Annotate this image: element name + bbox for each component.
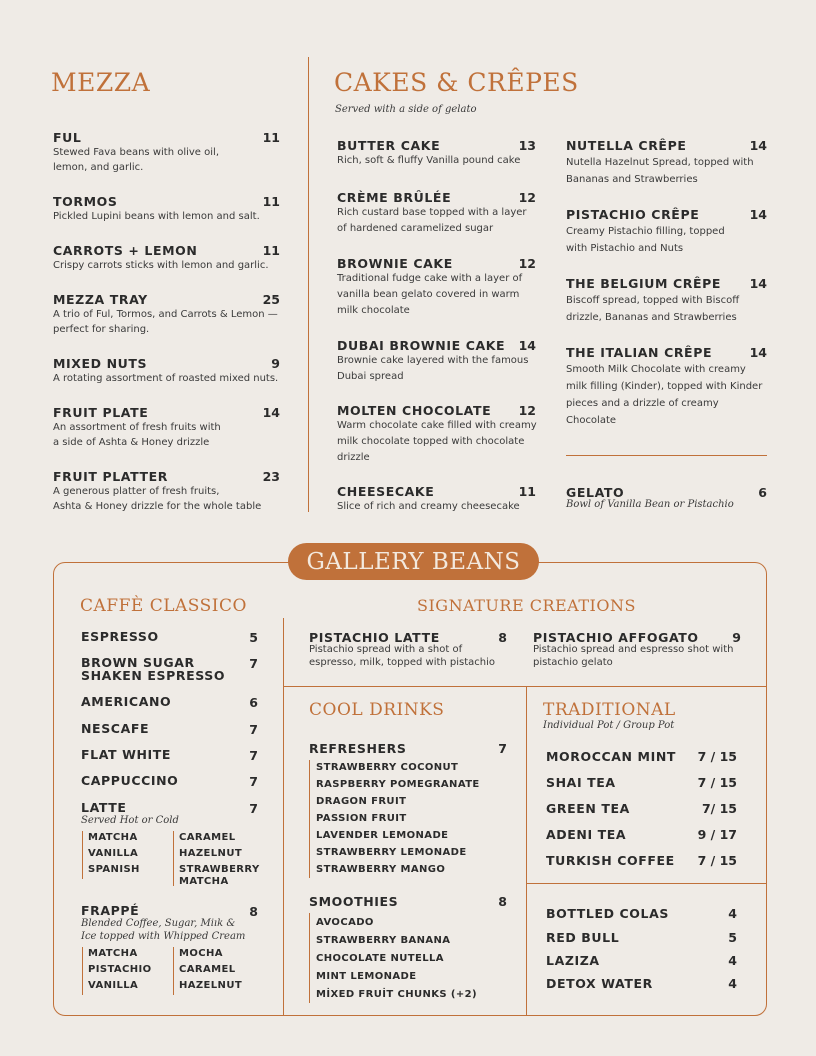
- item-price: 4: [728, 906, 737, 921]
- item-desc: Creamy Pistachio filling, topped: [566, 226, 725, 237]
- classico-item: [81, 630, 159, 643]
- item-name: THE ITALIAN CRÊPE: [566, 345, 713, 360]
- item-price: 7: [249, 748, 258, 763]
- traditional-item-name: MOROCCAN MINT: [546, 749, 677, 764]
- item-desc: Bowl of Vanilla Bean or Pistachio: [566, 499, 734, 510]
- latte-flavor: MATCHA: [88, 832, 138, 843]
- latte-flavor: STRAWBERRY: [179, 864, 260, 875]
- item-desc: milk filling (Kinder), topped with Kinder: [566, 381, 763, 392]
- item-price: 14: [749, 207, 767, 222]
- item-desc: Warm chocolate cake filled with creamy: [337, 420, 537, 431]
- item-desc: milk chocolate topped with chocolate: [337, 436, 525, 447]
- smoothies-name: SMOOTHIES: [309, 894, 399, 909]
- traditional-item-name: TURKISH COFFEE: [546, 853, 675, 868]
- refreshers-name: REFRESHERS: [309, 741, 407, 756]
- traditional-divider: [526, 883, 767, 884]
- item-name: FRAPPÉ: [81, 903, 140, 918]
- item-name: PISTACHIO CRÊPE: [566, 207, 700, 222]
- signature-item-name: PISTACHIO AFFOGATO: [533, 630, 699, 645]
- classico-item: [81, 748, 171, 761]
- item-name: ESPRESSO: [81, 629, 159, 644]
- item-desc: pieces and a drizzle of creamy: [566, 398, 719, 409]
- traditional-item-name: ADENI TEA: [546, 827, 627, 842]
- column-divider: [308, 57, 309, 512]
- item-price: 4: [728, 976, 737, 991]
- item-name: BUTTER CAKE: [337, 138, 441, 153]
- item-name: MOLTEN CHOCOLATE: [337, 403, 492, 418]
- item-price: 4: [728, 953, 737, 968]
- item-price: 12: [518, 403, 536, 418]
- item-desc: drizzle: [337, 452, 370, 463]
- item-desc: a side of Ashta & Honey drizzle: [53, 437, 210, 448]
- classico-item: [81, 774, 178, 787]
- item-price: 14: [749, 345, 767, 360]
- signature-title: SIGNATURE CREATIONS: [417, 596, 636, 615]
- smoothie-flavor: CHOCOLATE NUTELLA: [316, 953, 444, 964]
- item-price: 14: [749, 138, 767, 153]
- item-desc: Traditional fudge cake with a layer of: [337, 273, 523, 284]
- item-desc: Rich custard base topped with a layer: [337, 207, 527, 218]
- refresher-flavor: PASSION FRUIT: [316, 813, 407, 824]
- item-price: 5: [728, 930, 737, 945]
- item-name: CARROTS + LEMON: [53, 243, 198, 258]
- item-name: LATTE: [81, 800, 127, 815]
- classico-item: [81, 695, 171, 708]
- refresher-flavor: LAVENDER LEMONADE: [316, 830, 449, 841]
- refreshers-bar: [309, 760, 310, 878]
- item-price: 6: [249, 695, 258, 710]
- signature-item-name: PISTACHIO LATTE: [309, 630, 440, 645]
- frappe-note: Blended Coffee, Sugar, Miık &: [81, 918, 236, 929]
- item-price: 7/ 15: [701, 801, 737, 816]
- refresher-flavor: STRAWBERRY MANGO: [316, 864, 446, 875]
- item-price: 12: [518, 190, 536, 205]
- frappe-flavor: MATCHA: [88, 948, 138, 959]
- item-price: 8: [249, 904, 258, 919]
- mezza-title: MEZZA: [51, 68, 151, 97]
- item-price: 12: [518, 256, 536, 271]
- item-desc: Pistachio spread and espresso shot with: [533, 644, 734, 655]
- item-desc: A rotating assortment of roasted mixed nuts.: [53, 373, 279, 384]
- smoothie-flavor: STRAWBERRY BANANA: [316, 935, 451, 946]
- item-desc: Stewed Fava beans with olive oil,: [53, 147, 219, 158]
- latte-flavor: CARAMEL: [179, 832, 236, 843]
- latte-note: Served Hot or Cold: [81, 815, 179, 826]
- item-price: 9: [732, 630, 741, 645]
- item-name: TORMOS: [53, 194, 118, 209]
- item-name: AMERICANO: [81, 694, 172, 709]
- smoothies-bar: [309, 913, 310, 1003]
- gallery-beans-title: GALLERY BEANS: [306, 549, 521, 575]
- item-name: MIXED NUTS: [53, 356, 148, 371]
- item-desc: espresso, milk, topped with pistachio: [309, 657, 496, 668]
- item-desc: An assortment of fresh fruits with: [53, 422, 221, 433]
- cool-traditional-divider: [526, 686, 527, 1016]
- traditional-item-name: SHAI TEA: [546, 775, 616, 790]
- item-name: CHEESECAKE: [337, 484, 435, 499]
- item-price: 8: [498, 630, 507, 645]
- item-name: DUBAI BROWNIE CAKE: [337, 338, 506, 353]
- item-price: 8: [498, 894, 507, 909]
- refresher-flavor: DRAGON FRUIT: [316, 796, 407, 807]
- refresher-flavor: STRAWBERRY COCONUT: [316, 762, 459, 773]
- item-price: 13: [518, 138, 536, 153]
- item-price: 11: [262, 130, 280, 145]
- bottled-item-name: DETOX WATER: [546, 976, 653, 991]
- item-name: CRÈME BRÛLÉE: [337, 190, 452, 205]
- frappe-flavor: PISTACHIO: [88, 964, 152, 975]
- refresher-flavor: RASPBERRY POMEGRANATE: [316, 779, 480, 790]
- cakes-subtitle: Served with a side of gelato: [335, 104, 477, 115]
- classico-title: CAFFÈ CLASSICO: [80, 596, 247, 616]
- bottled-item-name: RED BULL: [546, 930, 620, 945]
- item-price: 23: [262, 469, 280, 484]
- item-price: 5: [249, 630, 258, 645]
- item-price: 25: [262, 292, 280, 307]
- item-price: 7 / 15: [697, 749, 737, 764]
- item-desc: Crispy carrots sticks with lemon and garlic.: [53, 260, 269, 271]
- smoothie-flavor: MINT LEMONADE: [316, 971, 417, 982]
- item-desc: with Pistachio and Nuts: [566, 243, 684, 254]
- frappe-flavor: CARAMEL: [179, 964, 236, 975]
- item-name: FLAT WHITE: [81, 747, 172, 762]
- signature-divider: [283, 686, 767, 687]
- item-desc: vanilla bean gelato covered in warm: [337, 289, 520, 300]
- item-desc: Biscoff spread, topped with Biscoff: [566, 295, 740, 306]
- item-desc: perfect for sharing.: [53, 324, 150, 335]
- item-desc: Bananas and Strawberries: [566, 174, 698, 185]
- frappe-flavor: MOCHA: [179, 948, 223, 959]
- classico-divider: [283, 618, 284, 1016]
- item-price: 14: [749, 276, 767, 291]
- item-name: BROWNIE CAKE: [337, 256, 453, 271]
- bottled-item-name: LAZIZA: [546, 953, 600, 968]
- item-name: MEZZA TRAY: [53, 292, 148, 307]
- item-name: FUL: [53, 130, 82, 145]
- item-name: GELATO: [566, 485, 625, 500]
- cool-drinks-title: COOL DRINKS: [309, 700, 445, 720]
- item-name-line2: SHAKEN ESPRESSO: [81, 668, 226, 683]
- item-desc: of hardened caramelized sugar: [337, 223, 494, 234]
- item-price: 11: [262, 243, 280, 258]
- item-desc: Smooth Milk Chocolate with creamy: [566, 364, 746, 375]
- traditional-subtitle: Individual Pot / Group Pot: [543, 720, 675, 731]
- item-name: CAPPUCCINO: [81, 773, 179, 788]
- item-name: FRUIT PLATE: [53, 405, 149, 420]
- item-price: 6: [758, 485, 767, 500]
- item-price: 7: [249, 774, 258, 789]
- frappe-flavor: HAZELNUT: [179, 980, 243, 991]
- traditional-item-name: GREEN TEA: [546, 801, 630, 816]
- latte-flavor-bar: [82, 831, 83, 879]
- latte-flavor: VANILLA: [88, 848, 139, 859]
- item-price: 11: [518, 484, 536, 499]
- item-price: 14: [262, 405, 280, 420]
- item-price: 7: [498, 741, 507, 756]
- item-desc: Brownie cake layered with the famous: [337, 355, 529, 366]
- item-name: NUTELLA CRÊPE: [566, 138, 687, 153]
- crepe-divider: [566, 455, 767, 456]
- traditional-title: TRADITIONAL: [543, 700, 676, 720]
- item-desc: Nutella Hazelnut Spread, topped with: [566, 157, 754, 168]
- item-desc: Slice of rich and creamy cheesecake: [337, 501, 520, 512]
- item-price: 7: [249, 656, 258, 671]
- item-price: 9: [271, 356, 280, 371]
- item-desc: Pistachio spread with a shot of: [309, 644, 463, 655]
- classico-item: [81, 722, 149, 735]
- refresher-flavor: STRAWBERRY LEMONADE: [316, 847, 467, 858]
- item-desc: Chocolate: [566, 415, 617, 426]
- latte-item: [81, 801, 127, 814]
- latte-flavor: SPANISH: [88, 864, 140, 875]
- item-price: 7 / 15: [697, 775, 737, 790]
- item-price: 7: [249, 722, 258, 737]
- item-desc: lemon, and garlic.: [53, 162, 144, 173]
- item-price: 7 / 15: [697, 853, 737, 868]
- item-desc: drizzle, Bananas and Strawberries: [566, 312, 737, 323]
- item-name: BROWN SUGAR: [81, 655, 195, 670]
- cakes-title: CAKES & CRÊPES: [334, 68, 579, 97]
- smoothie-flavor: MİXED FRUİT CHUNKS (+2): [316, 989, 477, 1000]
- item-price: 14: [518, 338, 536, 353]
- item-desc: Rich, soft & fluffy Vanilla pound cake: [337, 155, 521, 166]
- smoothie-flavor: AVOCADO: [316, 917, 374, 928]
- latte-flavor: HAZELNUT: [179, 848, 243, 859]
- frappe-flavor-bar: [82, 947, 83, 995]
- item-price: 11: [262, 194, 280, 209]
- item-name: FRUIT PLATTER: [53, 469, 168, 484]
- item-price: 7: [249, 801, 258, 816]
- latte-flavor-bar: [173, 831, 174, 886]
- classico-item: [81, 656, 225, 682]
- item-desc: Ashta & Honey drizzle for the whole table: [53, 501, 262, 512]
- item-desc: Pickled Lupini beans with lemon and salt.: [53, 211, 260, 222]
- latte-flavor: MATCHA: [179, 876, 229, 887]
- item-name: THE BELGIUM CRÊPE: [566, 276, 721, 291]
- item-desc: A generous platter of fresh fruits,: [53, 486, 220, 497]
- frappe-item: [81, 904, 139, 917]
- frappe-note: Ice topped with Whipped Cream: [81, 931, 246, 942]
- frappe-flavor: VANILLA: [88, 980, 139, 991]
- item-name: NESCAFE: [81, 721, 150, 736]
- item-desc: A trio of Ful, Tormos, and Carrots & Lemon —: [53, 309, 278, 320]
- item-desc: Dubai spread: [337, 371, 404, 382]
- item-desc: milk chocolate: [337, 305, 410, 316]
- item-desc: pistachio gelato: [533, 657, 613, 668]
- bottled-item-name: BOTTLED COLAS: [546, 906, 669, 921]
- frappe-flavor-bar: [173, 947, 174, 995]
- item-price: 9 / 17: [697, 827, 737, 842]
